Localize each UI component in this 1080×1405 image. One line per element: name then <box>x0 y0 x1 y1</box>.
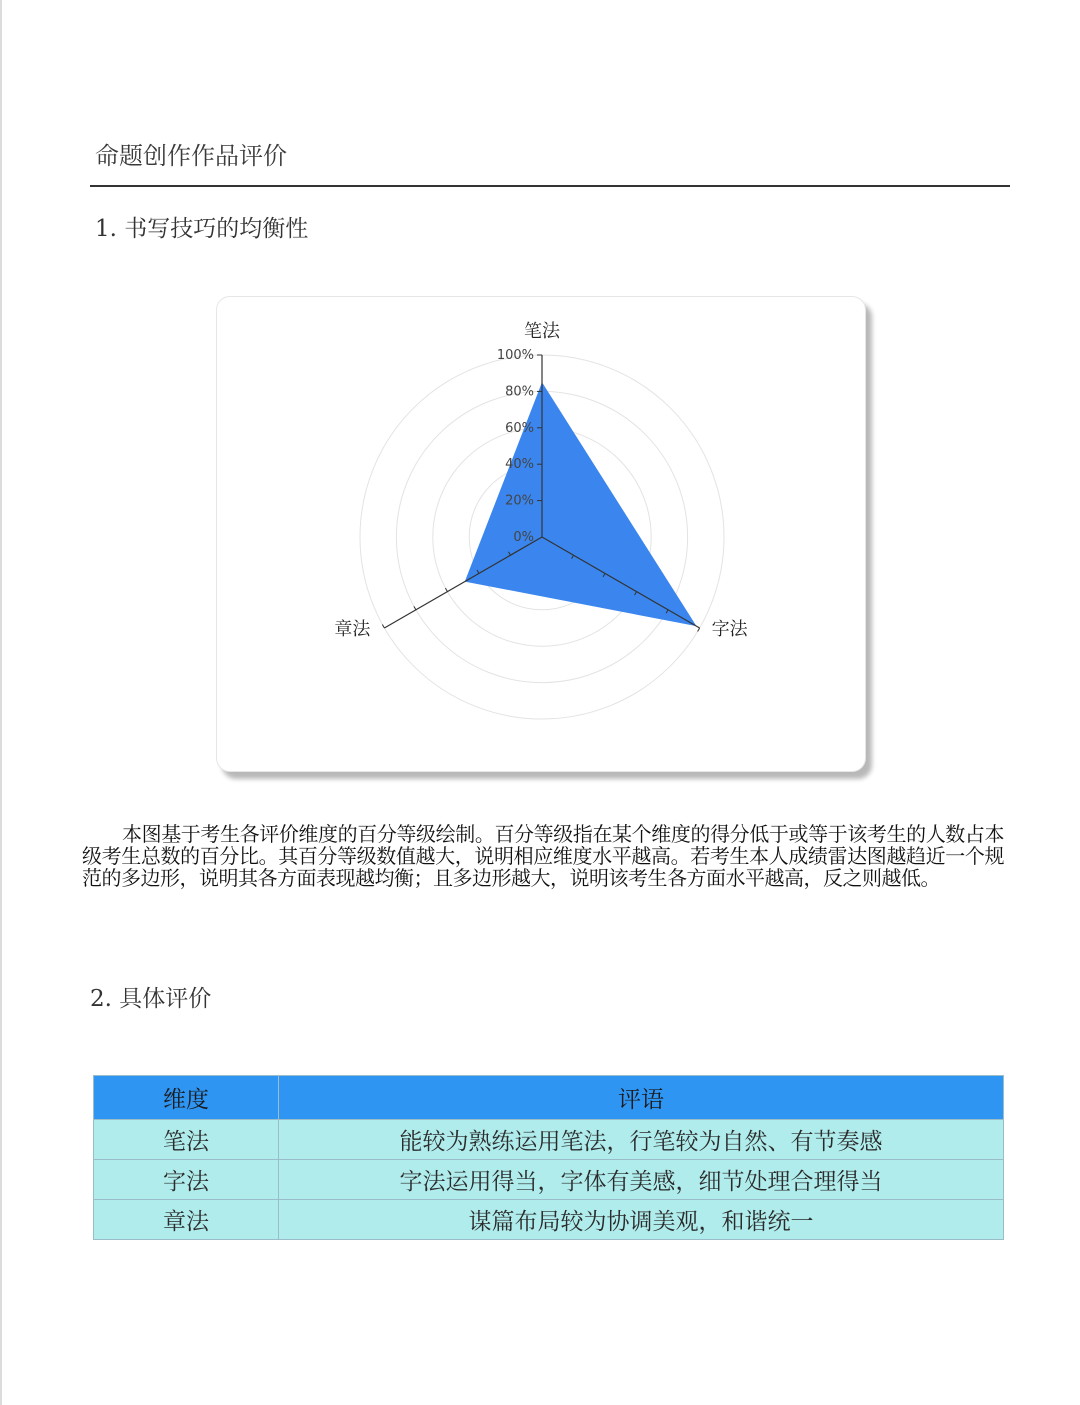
axis-label: 笔法 <box>524 321 560 342</box>
header-dimension: 维度 <box>94 1076 279 1120</box>
row-comment: 谋篇布局较为协调美观，和谐统一 <box>279 1200 1004 1240</box>
tick-label: 80% <box>505 384 534 400</box>
title-divider <box>90 185 1010 187</box>
axis-tick <box>698 628 700 631</box>
table-row <box>94 1160 1004 1200</box>
table-row <box>94 1120 1004 1160</box>
row-comment: 字法运用得当，字体有美感，细节处理合理得当 <box>279 1160 1004 1200</box>
row-dimension: 字法 <box>94 1160 279 1200</box>
table-header-row <box>94 1076 1004 1120</box>
tick-label: 40% <box>505 457 534 473</box>
axis-label: 字法 <box>711 619 748 640</box>
tick-label: 20% <box>505 493 534 509</box>
section-title-balance: 1. 书写技巧的均衡性 <box>95 216 309 242</box>
row-dimension: 章法 <box>94 1200 279 1240</box>
page-border-line <box>0 0 2 1405</box>
evaluation-table <box>93 1075 1004 1240</box>
tick-label: 60% <box>505 420 534 436</box>
axis-tick <box>382 625 384 628</box>
radar-chart <box>217 297 865 771</box>
axis-tick <box>414 606 416 609</box>
page-title: 命题创作作品评价 <box>95 142 287 170</box>
axis-tick <box>445 588 447 591</box>
header-comment: 评语 <box>279 1076 1004 1120</box>
radar-chart-card <box>216 296 866 772</box>
tick-label: 0% <box>513 530 534 545</box>
row-dimension: 笔法 <box>94 1120 279 1160</box>
axis-label: 章法 <box>334 619 371 640</box>
section-title-evaluation: 2. 具体评价 <box>90 986 212 1012</box>
row-comment: 能较为熟练运用笔法，行笔较为自然、有节奏感 <box>279 1120 1004 1160</box>
chart-description: 本图基于考生各评价维度的百分等级绘制。百分等级指在某个维度的得分低于或等于该考生的人数占本级考生总数的百分比。其百分等级数值越大，说明相应维度水平越高。若考生本人成绩雷达图越趋近一个规范的多边形，说明其各方面表现越均衡；且多边形越大，说明该考生各方面水平越高，反之则越低。 <box>82 822 1004 890</box>
data-polygon <box>465 382 697 626</box>
table-row <box>94 1200 1004 1240</box>
tick-label: 100% <box>496 348 534 363</box>
